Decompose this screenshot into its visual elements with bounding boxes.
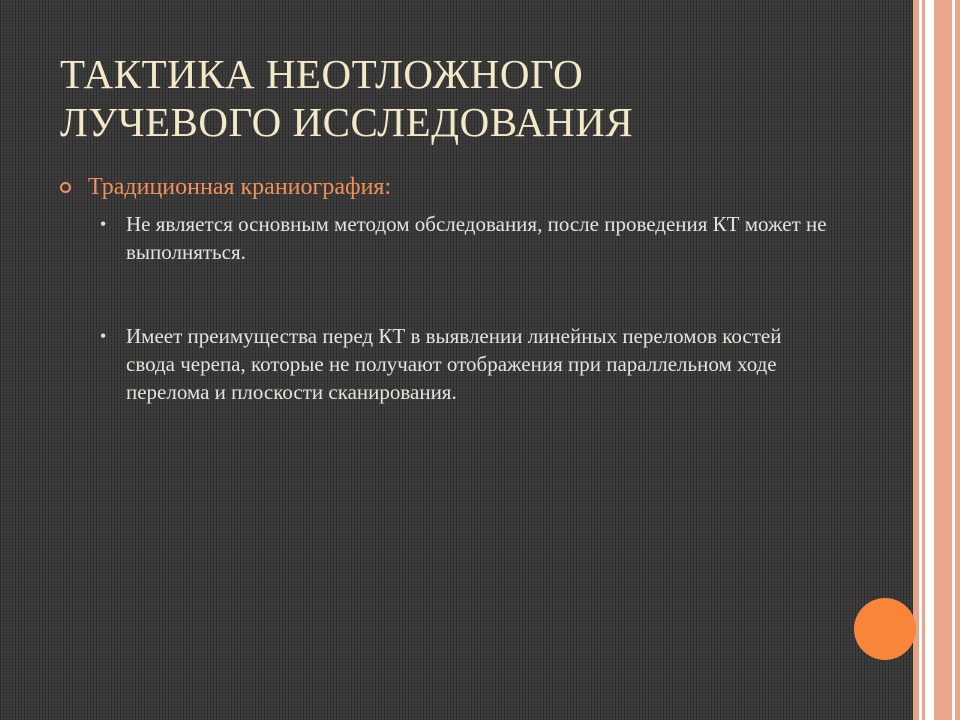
orange-circle-decoration <box>856 600 914 658</box>
frame-stripe <box>913 0 919 720</box>
frame-stripe <box>922 0 925 720</box>
slide-title <box>60 50 840 146</box>
list-item <box>100 322 828 406</box>
frame-stripe <box>934 0 952 720</box>
slide-content <box>88 172 828 406</box>
list-item-text: Имеет преимущества перед КТ в выявлении линейных переломов костей свода черепа, которые не получают отображения при параллельном ходе перелома и плоскости сканирования. <box>126 324 782 404</box>
title-line-1: ТАКТИКА НЕОТЛОЖНОГО <box>60 51 584 97</box>
section-heading <box>88 172 828 202</box>
list-item <box>100 210 828 266</box>
frame-stripe <box>955 0 960 720</box>
list-item-text: Не является основным методом обследования, после проведения КТ может не выполняться. <box>126 212 827 264</box>
section-heading-text: Традиционная краниография: <box>88 174 392 200</box>
dot-bullet-icon: • <box>100 326 107 346</box>
ring-bullet-icon <box>60 182 71 193</box>
title-line-2: ЛУЧЕВОГО ИССЛЕДОВАНИЯ <box>60 99 634 145</box>
dot-bullet-icon: • <box>100 214 107 234</box>
